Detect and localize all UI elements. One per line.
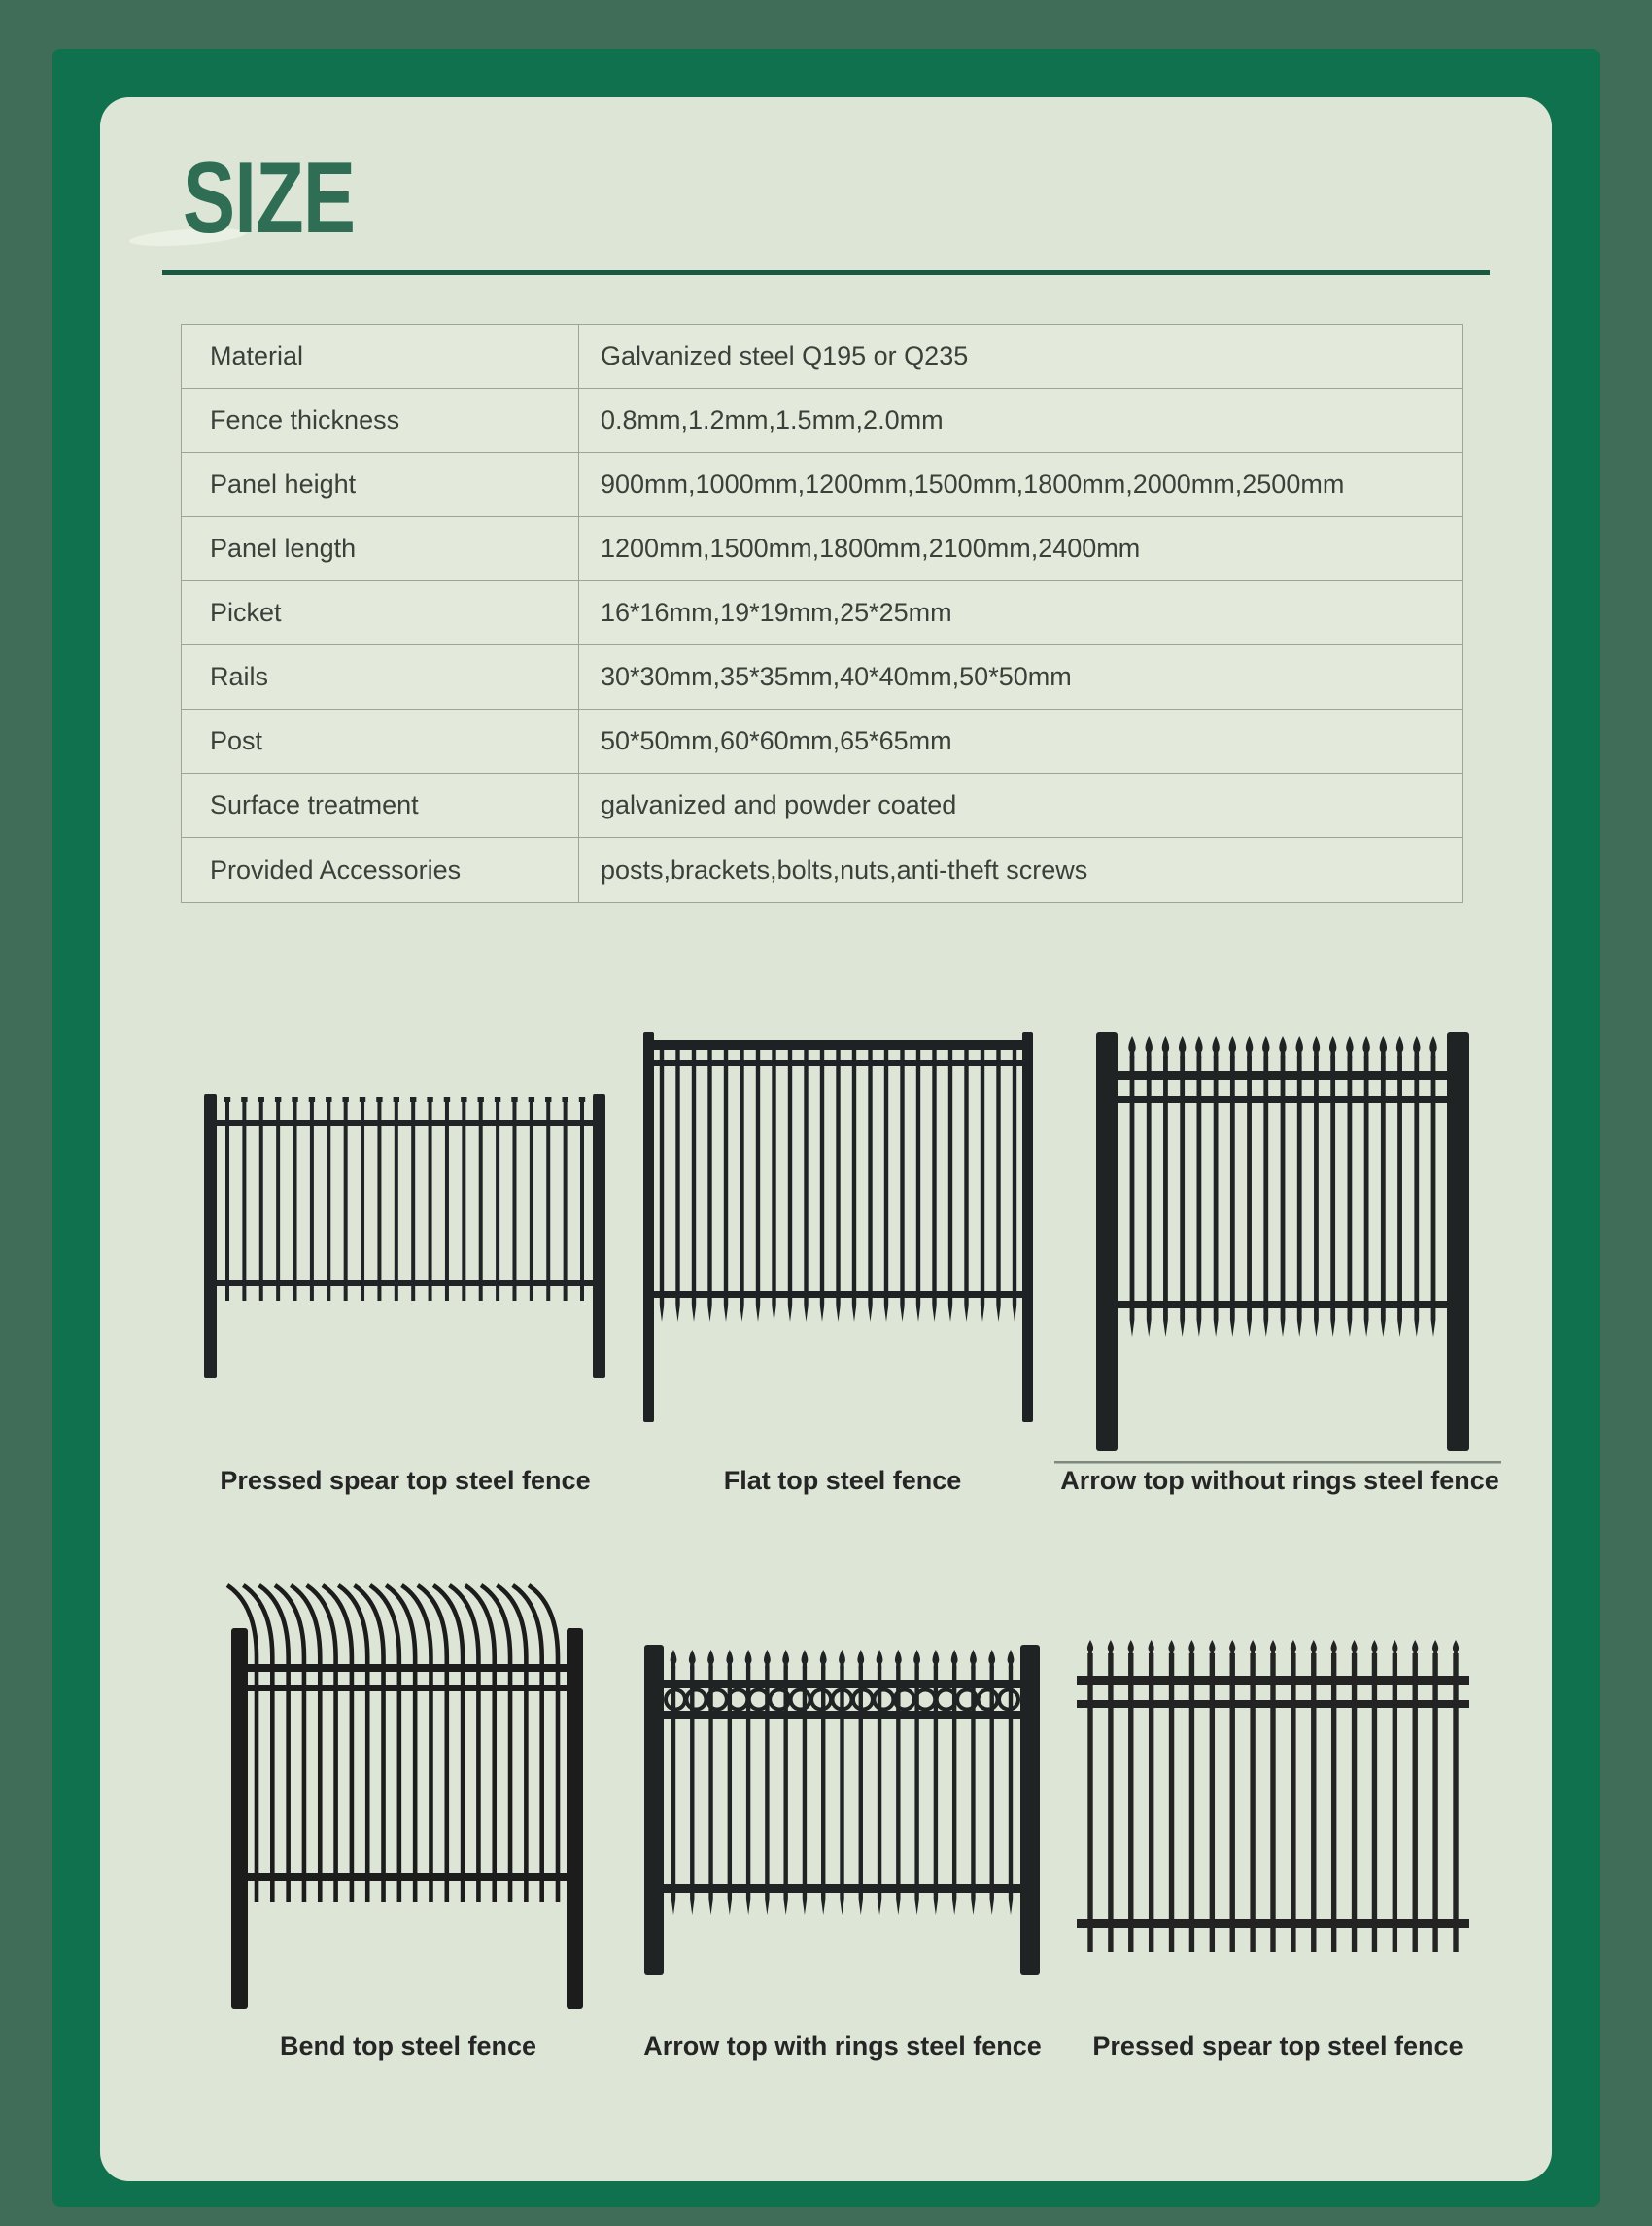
fence-image-pressed-spear-top-2 [1077, 1640, 1469, 1952]
spec-row-label: Rails [182, 645, 579, 710]
spec-row-label: Panel length [182, 517, 579, 581]
fence-caption: Bend top steel fence [279, 2032, 537, 2061]
specification-table [181, 324, 1463, 903]
fence-caption: Arrow top without rings steel fence [1060, 1466, 1499, 1495]
spec-row-label: Panel height [182, 453, 579, 517]
spec-row-label: Surface treatment [182, 774, 579, 838]
spec-row-label: Post [182, 710, 579, 774]
spec-row-value: 1200mm,1500mm,1800mm,2100mm,2400mm [579, 517, 1462, 581]
spec-row-value: Galvanized steel Q195 or Q235 [579, 325, 1462, 389]
fence-image-arrow-top-without-rings [1054, 1032, 1501, 1464]
spec-row-label: Fence thickness [182, 389, 579, 453]
spec-row-value: 50*50mm,60*60mm,65*65mm [579, 710, 1462, 774]
spec-row-label: Picket [182, 581, 579, 645]
fence-image-arrow-top-with-rings [644, 1645, 1040, 1975]
title-divider [162, 270, 1490, 275]
spec-row-value: 30*30mm,35*35mm,40*40mm,50*50mm [579, 645, 1462, 710]
page-title: SIZE [183, 142, 356, 255]
fence-caption: Pressed spear top steel fence [1092, 2032, 1463, 2061]
spec-row-value: 900mm,1000mm,1200mm,1500mm,1800mm,2000mm,2500mm [579, 453, 1462, 517]
fence-image-bend-top [231, 1580, 583, 2009]
fence-image-flat-top [643, 1028, 1033, 1422]
content-card [100, 97, 1552, 2181]
spec-row-label: Provided Accessories [182, 838, 579, 902]
spec-row-value: galvanized and powder coated [579, 774, 1462, 838]
fence-caption: Arrow top with rings steel fence [643, 2032, 1042, 2061]
spec-row-value: 16*16mm,19*19mm,25*25mm [579, 581, 1462, 645]
spec-row-value: 0.8mm,1.2mm,1.5mm,2.0mm [579, 389, 1462, 453]
fence-image-pressed-spear-top [204, 1092, 605, 1378]
spec-row-label: Material [182, 325, 579, 389]
fence-caption: Pressed spear top steel fence [220, 1466, 591, 1495]
fence-caption: Flat top steel fence [723, 1466, 962, 1495]
spec-row-value: posts,brackets,bolts,nuts,anti-theft screws [601, 854, 1088, 885]
